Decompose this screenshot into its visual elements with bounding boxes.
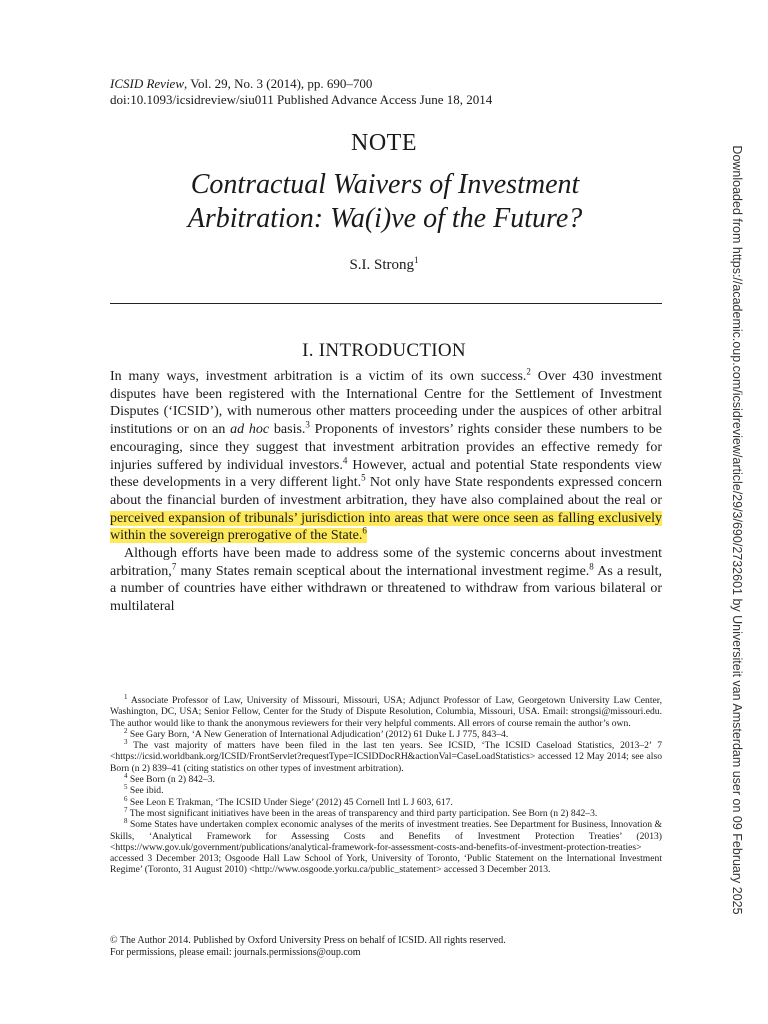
- download-watermark: [727, 145, 747, 915]
- download-watermark-text: Downloaded from https://academic.oup.com/icsidreview/article/29/3/690/2732601 by Universiteit van Amsterdam user on 09 February 2025: [730, 145, 744, 915]
- footnote-ref[interactable]: 7: [171, 561, 177, 572]
- footnote-number: 4: [124, 771, 128, 780]
- note-label: NOTE: [351, 130, 417, 156]
- footnote-3: [110, 740, 662, 774]
- footnote-ref[interactable]: 5: [361, 472, 366, 483]
- footnote-5: [110, 785, 662, 796]
- footnote-text: Associate Professor of Law, University of Missouri, Missouri, USA; Adjunct Professor of Law, Georgetown University Law Center, Washington, DC, USA; Senior Fellow, Center for the Study of Dispute Resolution, Columbia, Missouri, USA. Email: strongsi@missouri.edu. The author would like to thank the anonymous reviewers for their very helpful comments. All errors of course remain the author’s own.: [110, 695, 662, 729]
- footnote-text: Some States have undertaken complex economic analyses of the merits of investment treaties. See Department for Business, Innovation & Skills, ‘Analytical Framework for Assessing Costs and Benefits of Investment Protection Treaties’ (2013) <https://www.gov.uk/government/publications/analytical-framework-for-assessment-costs-and-benefits-of-investment-protection-treaties> accessed 3 December 2013; Osgoode Hall Law School of York, University of Toronto, ‘Public Statement on the International Investment Regime’ (Toronto, 31 August 2010) <http://www.osgoode.yorku.ca/public_statement> accessed 3 December 2013.: [110, 819, 662, 876]
- footnote-7: [110, 805, 662, 819]
- footnote-2: [110, 726, 662, 740]
- text-run: Proponents of investors’ rights consider these numbers to be encouraging, since they suggest that investment arbitration provides an effective remedy for injuries suffered by individual investors.: [110, 422, 662, 473]
- footnote-number: 8: [124, 817, 128, 826]
- footnote-text: See Leon E Trakman, ‘The ICSID Under Siege’ (2012) 45 Cornell Intl L J 603, 617.: [127, 796, 453, 808]
- footnote-text: See Gary Born, ‘A New Generation of International Adjudication’ (2012) 61 Duke L J 775, 843–4.: [127, 728, 509, 740]
- article-title: [100, 168, 670, 236]
- footnote-text: The vast majority of matters have been filed in the last ten years. See ICSID, ‘The ICSID Caseload Statistics, 2013–2’ 7 <https://icsid.worldbank.org/ICSID/FrontServlet?requestType=ICSIDDocRH&actionVal=CaseLoadStatistics> accessed 12 May 2014; see also Born (n 2) 839–41 (citing statistics on other types of investment arbitration).: [110, 740, 662, 774]
- footnote-4: [110, 771, 662, 786]
- journal-title: ICSID Review: [110, 76, 185, 91]
- permissions-line: For permissions, please email: journals.permissions@oup.com: [110, 947, 361, 958]
- footnote-8: [110, 819, 662, 875]
- author-name: S.I. Strong: [349, 257, 415, 273]
- footnotes: [110, 692, 662, 876]
- footnote-ref[interactable]: 3: [305, 419, 310, 430]
- footnote-ref[interactable]: 6: [362, 525, 367, 536]
- footnote-number: 2: [124, 726, 128, 735]
- title-divider: [110, 303, 662, 304]
- footnote-1: [110, 692, 662, 729]
- citation-line: [110, 76, 492, 92]
- title-line-2: Arbitration: Wa(i)ve of the Future?: [187, 203, 583, 234]
- paragraph-2: [110, 545, 662, 616]
- section-heading: I. INTRODUCTION: [302, 340, 466, 361]
- footnote-ref[interactable]: 4: [342, 454, 348, 465]
- footnote-text: See Born (n 2) 842–3.: [127, 774, 215, 786]
- footnote-number: 3: [124, 738, 128, 746]
- highlight-run: perceived expansion of tribunals’ jurisdiction into areas that were once seen as falling exclusively within the sovereign prerogative of the State.: [110, 510, 662, 544]
- text-run: Over 430 investment disputes have been registered with the International Centre for the Settlement of Investment Disputes (‘ICSID’), with numerous other matters proceeding under the auspices of other arbitral institutions or on an: [110, 369, 663, 438]
- copyright-line: © The Author 2014. Published by Oxford University Press on behalf of ICSID. All rights reserved.: [110, 935, 506, 946]
- italic-term: ad hoc: [230, 422, 270, 438]
- footnote-number: 5: [124, 783, 128, 792]
- title-line-1: Contractual Waivers of Investment: [190, 169, 580, 200]
- footnote-text: The most significant initiatives have been in the areas of transparency and third party participation. See Born (n 2) 842–3.: [127, 807, 598, 819]
- doi-line: doi:10.1093/icsidreview/siu011 Published Advance Access June 18, 2014: [110, 92, 493, 107]
- copyright-notice: [110, 935, 662, 959]
- text-run: As a result, a number of countries have either withdrawn or threatened to withdraw from various bilateral or multilateral: [110, 563, 662, 615]
- text-run: Not only have State respondents expressed concern about the financial burden of investment arbitration, they have also complained about the real or: [110, 475, 662, 508]
- text-run: basis.: [269, 422, 306, 438]
- paragraph-1: [110, 368, 662, 545]
- journal-citation: , Vol. 29, No. 3 (2014), pp. 690–700: [184, 76, 373, 91]
- journal-header: [110, 76, 492, 108]
- footnote-6: [110, 794, 662, 808]
- text-run: many States remain sceptical about the international investment regime.: [176, 563, 590, 579]
- text-run: However, actual and potential State respondents view these developments in a very different light.: [110, 457, 662, 491]
- text-run: Although efforts have been made to address some of the systemic concerns about investment arbitration,: [110, 546, 662, 579]
- article-body: [110, 368, 662, 616]
- footnote-ref[interactable]: 8: [589, 561, 594, 572]
- text-run: In many ways, investment arbitration is a victim of its own success.: [110, 369, 527, 384]
- footnote-ref[interactable]: 1: [414, 255, 419, 265]
- footnote-number: 6: [124, 794, 128, 803]
- highlighted-text[interactable]: [110, 511, 662, 544]
- footnote-number: 7: [124, 805, 128, 814]
- footnote-number: 1: [124, 692, 128, 701]
- footnote-text: See ibid.: [127, 785, 164, 797]
- author-line: [0, 257, 768, 274]
- footnote-ref[interactable]: 2: [526, 366, 531, 377]
